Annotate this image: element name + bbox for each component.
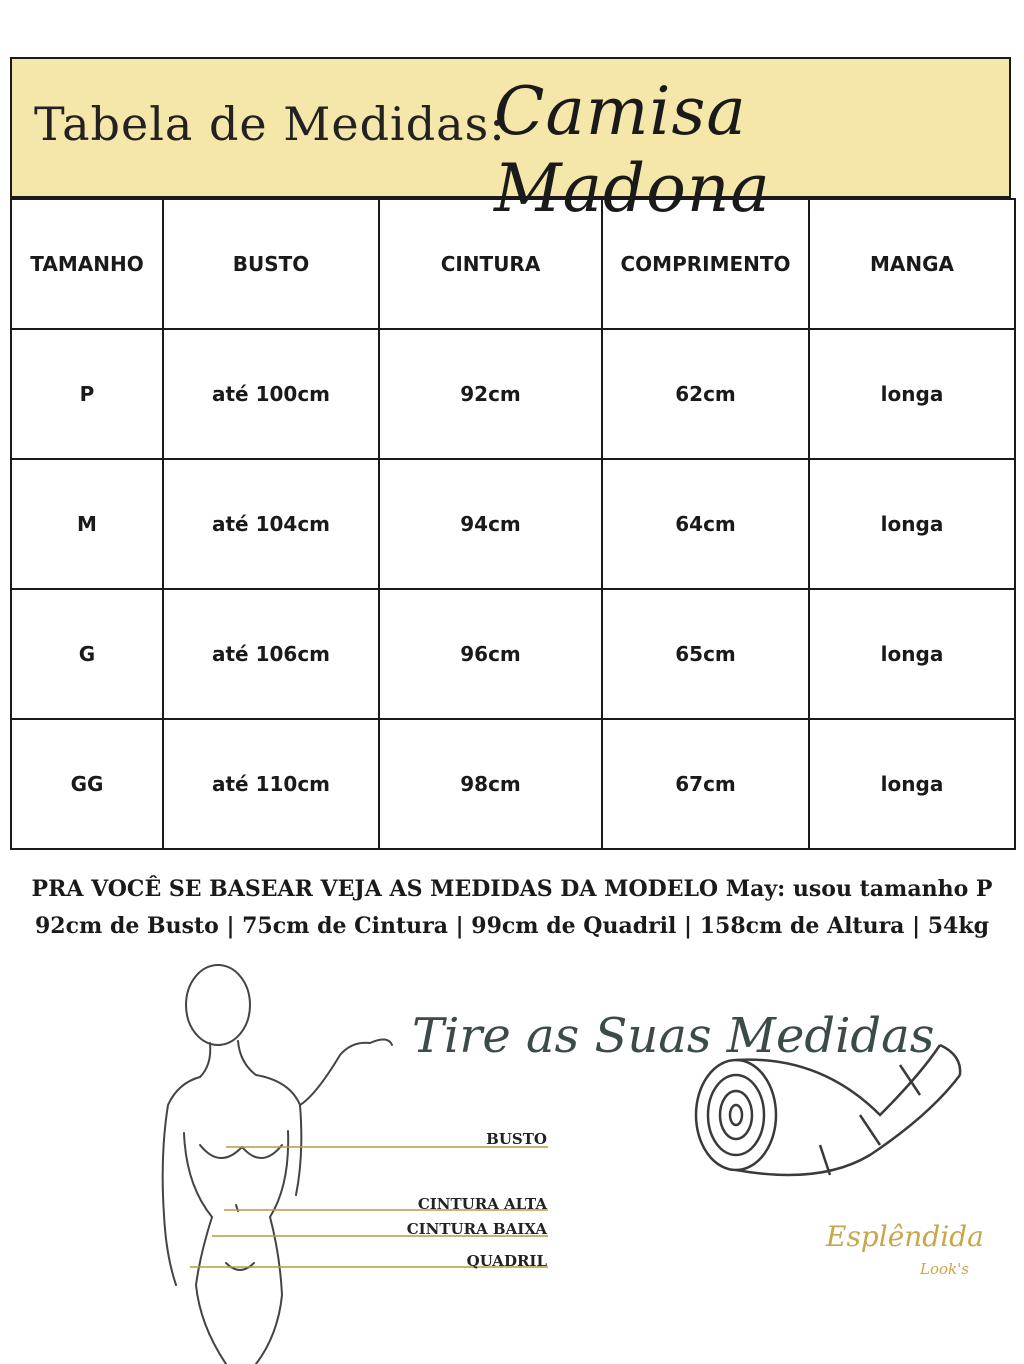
measuring-tape-icon xyxy=(696,1045,960,1175)
header-banner xyxy=(10,57,1011,227)
manga-cell: longa xyxy=(809,589,1015,719)
cintura-cell: 94cm xyxy=(379,459,602,589)
label-quadril: QUADRIL xyxy=(466,1252,547,1270)
table-header-row xyxy=(11,199,1015,329)
column-header: CINTURA xyxy=(379,199,602,329)
size-cell: GG xyxy=(11,719,163,849)
busto-cell: até 104cm xyxy=(163,459,379,589)
manga-cell: longa xyxy=(809,329,1015,459)
size-cell: M xyxy=(11,459,163,589)
label-cintura-baixa: CINTURA BAIXA xyxy=(406,1220,547,1238)
table-row xyxy=(11,589,1015,719)
comprimento-cell: 64cm xyxy=(602,459,809,589)
comprimento-cell: 62cm xyxy=(602,329,809,459)
comprimento-cell: 67cm xyxy=(602,719,809,849)
product-name: Camisa Madona xyxy=(494,73,771,227)
size-cell: P xyxy=(11,329,163,459)
cintura-cell: 96cm xyxy=(379,589,602,719)
manga-cell: longa xyxy=(809,719,1015,849)
busto-cell: até 100cm xyxy=(163,329,379,459)
page-title: Tabela de Medidas: xyxy=(34,97,506,151)
brand-logo: Esplêndida xyxy=(826,1220,984,1253)
body-outline-icon xyxy=(163,965,392,1364)
size-cell: G xyxy=(11,589,163,719)
label-busto: BUSTO xyxy=(486,1130,547,1148)
table-row xyxy=(11,459,1015,589)
cintura-cell: 98cm xyxy=(379,719,602,849)
cintura-cell: 92cm xyxy=(379,329,602,459)
size-table xyxy=(10,198,1016,850)
model-measures-line: 92cm de Busto | 75cm de Cintura | 99cm de Quadril | 158cm de Altura | 54kg xyxy=(35,913,989,939)
comprimento-cell: 65cm xyxy=(602,589,809,719)
column-header: MANGA xyxy=(809,199,1015,329)
manga-cell: longa xyxy=(809,459,1015,589)
busto-cell: até 106cm xyxy=(163,589,379,719)
column-header: COMPRIMENTO xyxy=(602,199,809,329)
label-cintura-alta: CINTURA ALTA xyxy=(417,1195,547,1213)
busto-cell: até 110cm xyxy=(163,719,379,849)
column-header: BUSTO xyxy=(163,199,379,329)
table-row xyxy=(11,329,1015,459)
measure-title: Tire as Suas Medidas xyxy=(412,1008,935,1064)
table-row xyxy=(11,719,1015,849)
brand-subtitle: Look's xyxy=(920,1260,969,1278)
model-info-line: PRA VOCÊ SE BASEAR VEJA AS MEDIDAS DA MODELO May: usou tamanho P xyxy=(31,876,993,902)
column-header: TAMANHO xyxy=(11,199,163,329)
